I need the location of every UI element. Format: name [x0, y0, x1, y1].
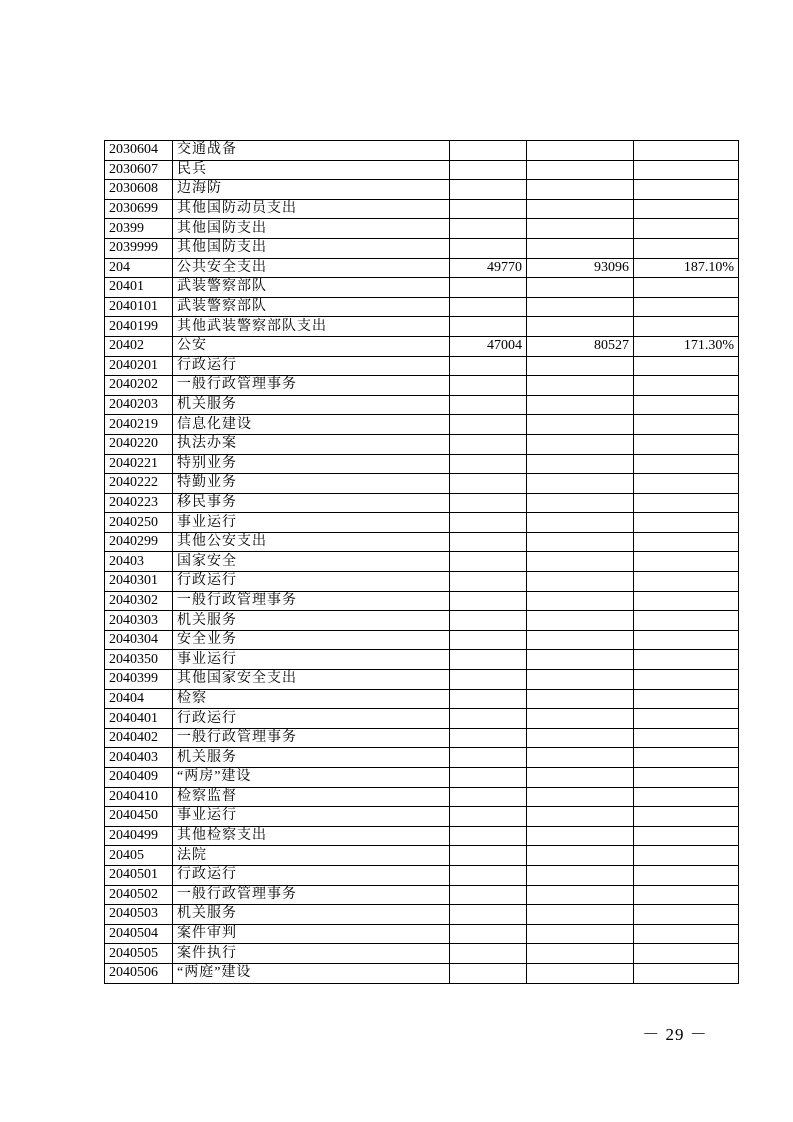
value-cell-1: [450, 630, 527, 650]
value-cell-3: [634, 924, 739, 944]
value-cell-3: [634, 885, 739, 905]
table-row: [105, 356, 739, 376]
table-row: [105, 493, 739, 513]
value-cell-1: [450, 944, 527, 964]
value-cell-2: [527, 356, 634, 376]
name-cell: 事业运行: [173, 807, 450, 827]
code-cell: 2040502: [105, 885, 173, 905]
value-cell-2: [527, 807, 634, 827]
value-cell-3: [634, 180, 739, 200]
code-cell: 204: [105, 258, 173, 278]
code-cell: 2039999: [105, 238, 173, 258]
name-cell: 其他公安支出: [173, 532, 450, 552]
table-row: [105, 728, 739, 748]
value-cell-2: [527, 454, 634, 474]
value-cell-2: [527, 572, 634, 592]
value-cell-3: 171.30%: [634, 336, 739, 356]
name-cell: 交通战备: [173, 141, 450, 161]
code-cell: 20405: [105, 846, 173, 866]
table-row: [105, 376, 739, 396]
code-cell: 2040399: [105, 670, 173, 690]
value-cell-1: [450, 591, 527, 611]
name-cell: 其他检察支出: [173, 826, 450, 846]
budget-table-body: [105, 141, 739, 984]
name-cell: 公安: [173, 336, 450, 356]
value-cell-2: [527, 160, 634, 180]
code-cell: 2040101: [105, 297, 173, 317]
code-cell: 2040222: [105, 474, 173, 494]
value-cell-2: [527, 532, 634, 552]
value-cell-3: [634, 689, 739, 709]
budget-table: [104, 140, 739, 984]
value-cell-3: [634, 865, 739, 885]
value-cell-1: [450, 474, 527, 494]
table-row: [105, 395, 739, 415]
value-cell-1: [450, 278, 527, 298]
code-cell: 2030608: [105, 180, 173, 200]
value-cell-2: [527, 670, 634, 690]
table-row: [105, 768, 739, 788]
value-cell-3: [634, 905, 739, 925]
code-cell: 2040219: [105, 415, 173, 435]
name-cell: 一般行政管理事务: [173, 885, 450, 905]
name-cell: 行政运行: [173, 709, 450, 729]
code-cell: 2040220: [105, 434, 173, 454]
name-cell: 安全业务: [173, 630, 450, 650]
value-cell-2: [527, 376, 634, 396]
name-cell: 案件审判: [173, 924, 450, 944]
table-row: [105, 572, 739, 592]
value-cell-1: [450, 689, 527, 709]
code-cell: 2040410: [105, 787, 173, 807]
value-cell-1: [450, 180, 527, 200]
value-cell-2: [527, 885, 634, 905]
code-cell: 2040302: [105, 591, 173, 611]
value-cell-1: [450, 532, 527, 552]
value-cell-2: [527, 493, 634, 513]
value-cell-2: [527, 650, 634, 670]
code-cell: 2040350: [105, 650, 173, 670]
code-cell: 2040402: [105, 728, 173, 748]
value-cell-1: [450, 317, 527, 337]
value-cell-3: [634, 611, 739, 631]
value-cell-1: [450, 885, 527, 905]
value-cell-1: [450, 219, 527, 239]
value-cell-3: [634, 807, 739, 827]
value-cell-2: [527, 238, 634, 258]
name-cell: 执法办案: [173, 434, 450, 454]
code-cell: 2030604: [105, 141, 173, 161]
value-cell-2: [527, 963, 634, 983]
value-cell-1: [450, 415, 527, 435]
table-row: [105, 180, 739, 200]
value-cell-1: 49770: [450, 258, 527, 278]
value-cell-2: [527, 219, 634, 239]
table-row: [105, 826, 739, 846]
value-cell-2: [527, 905, 634, 925]
value-cell-1: [450, 572, 527, 592]
value-cell-3: [634, 356, 739, 376]
table-row: [105, 650, 739, 670]
code-cell: 2040299: [105, 532, 173, 552]
value-cell-2: [527, 415, 634, 435]
value-cell-1: [450, 963, 527, 983]
value-cell-2: [527, 434, 634, 454]
value-cell-1: [450, 846, 527, 866]
code-cell: 2040450: [105, 807, 173, 827]
value-cell-2: 80527: [527, 336, 634, 356]
name-cell: “两庭”建设: [173, 963, 450, 983]
value-cell-2: [527, 591, 634, 611]
value-cell-1: [450, 454, 527, 474]
table-row: [105, 238, 739, 258]
value-cell-1: [450, 807, 527, 827]
value-cell-2: [527, 826, 634, 846]
value-cell-2: [527, 846, 634, 866]
value-cell-3: [634, 199, 739, 219]
value-cell-1: [450, 238, 527, 258]
table-row: [105, 219, 739, 239]
name-cell: 行政运行: [173, 865, 450, 885]
code-cell: 20403: [105, 552, 173, 572]
code-cell: 2040499: [105, 826, 173, 846]
value-cell-3: 187.10%: [634, 258, 739, 278]
value-cell-2: [527, 180, 634, 200]
table-row: [105, 454, 739, 474]
value-cell-1: [450, 768, 527, 788]
value-cell-1: [450, 670, 527, 690]
name-cell: “两房”建设: [173, 768, 450, 788]
table-row: [105, 689, 739, 709]
code-cell: 2040304: [105, 630, 173, 650]
table-row: [105, 865, 739, 885]
code-cell: 20399: [105, 219, 173, 239]
name-cell: 事业运行: [173, 513, 450, 533]
name-cell: 国家安全: [173, 552, 450, 572]
value-cell-2: [527, 924, 634, 944]
code-cell: 2040401: [105, 709, 173, 729]
value-cell-2: [527, 768, 634, 788]
value-cell-2: [527, 474, 634, 494]
code-cell: 2040501: [105, 865, 173, 885]
value-cell-2: [527, 199, 634, 219]
value-cell-2: [527, 513, 634, 533]
value-cell-1: [450, 376, 527, 396]
table-row: [105, 532, 739, 552]
value-cell-3: [634, 493, 739, 513]
value-cell-3: [634, 748, 739, 768]
name-cell: 机关服务: [173, 748, 450, 768]
value-cell-3: [634, 630, 739, 650]
value-cell-3: [634, 846, 739, 866]
table-row: [105, 258, 739, 278]
name-cell: 民兵: [173, 160, 450, 180]
value-cell-1: [450, 728, 527, 748]
page-number: － 29 －: [642, 1025, 708, 1044]
table-row: [105, 297, 739, 317]
value-cell-3: [634, 395, 739, 415]
value-cell-3: [634, 650, 739, 670]
name-cell: 案件执行: [173, 944, 450, 964]
value-cell-3: [634, 376, 739, 396]
value-cell-3: [634, 963, 739, 983]
value-cell-3: [634, 415, 739, 435]
value-cell-2: [527, 278, 634, 298]
name-cell: 其他国防支出: [173, 238, 450, 258]
code-cell: 20401: [105, 278, 173, 298]
code-cell: 2040203: [105, 395, 173, 415]
code-cell: 2030607: [105, 160, 173, 180]
name-cell: 其他国家安全支出: [173, 670, 450, 690]
value-cell-3: [634, 768, 739, 788]
table-row: [105, 807, 739, 827]
table-row: [105, 963, 739, 983]
name-cell: 机关服务: [173, 395, 450, 415]
value-cell-1: [450, 552, 527, 572]
code-cell: 20402: [105, 336, 173, 356]
name-cell: 法院: [173, 846, 450, 866]
code-cell: 2030699: [105, 199, 173, 219]
value-cell-1: [450, 650, 527, 670]
value-cell-1: [450, 356, 527, 376]
table-row: [105, 748, 739, 768]
table-row: [105, 317, 739, 337]
value-cell-1: [450, 395, 527, 415]
name-cell: 一般行政管理事务: [173, 376, 450, 396]
value-cell-1: [450, 434, 527, 454]
value-cell-3: [634, 572, 739, 592]
table-row: [105, 787, 739, 807]
value-cell-2: [527, 552, 634, 572]
value-cell-2: [527, 709, 634, 729]
value-cell-3: [634, 944, 739, 964]
name-cell: 特勤业务: [173, 474, 450, 494]
value-cell-2: [527, 689, 634, 709]
value-cell-2: [527, 728, 634, 748]
table-row: [105, 434, 739, 454]
value-cell-3: [634, 474, 739, 494]
value-cell-1: [450, 826, 527, 846]
name-cell: 武装警察部队: [173, 297, 450, 317]
name-cell: 行政运行: [173, 356, 450, 376]
value-cell-1: [450, 141, 527, 161]
table-row: [105, 846, 739, 866]
value-cell-2: [527, 787, 634, 807]
value-cell-3: [634, 787, 739, 807]
code-cell: 2040503: [105, 905, 173, 925]
table-row: [105, 670, 739, 690]
table-row: [105, 591, 739, 611]
value-cell-2: [527, 317, 634, 337]
value-cell-3: [634, 434, 739, 454]
code-cell: 2040303: [105, 611, 173, 631]
code-cell: 2040250: [105, 513, 173, 533]
value-cell-3: [634, 297, 739, 317]
value-cell-1: [450, 611, 527, 631]
value-cell-1: [450, 787, 527, 807]
table-row: [105, 513, 739, 533]
value-cell-2: [527, 865, 634, 885]
table-row: [105, 415, 739, 435]
table-row: [105, 630, 739, 650]
value-cell-3: [634, 670, 739, 690]
value-cell-1: [450, 493, 527, 513]
value-cell-1: [450, 513, 527, 533]
value-cell-3: [634, 454, 739, 474]
name-cell: 其他国防动员支出: [173, 199, 450, 219]
value-cell-3: [634, 219, 739, 239]
name-cell: 其他武装警察部队支出: [173, 317, 450, 337]
value-cell-3: [634, 238, 739, 258]
table-row: [105, 709, 739, 729]
value-cell-1: [450, 297, 527, 317]
name-cell: 边海防: [173, 180, 450, 200]
name-cell: 检察: [173, 689, 450, 709]
name-cell: 一般行政管理事务: [173, 728, 450, 748]
name-cell: 移民事务: [173, 493, 450, 513]
table-row: [105, 905, 739, 925]
name-cell: 检察监督: [173, 787, 450, 807]
name-cell: 行政运行: [173, 572, 450, 592]
value-cell-2: [527, 395, 634, 415]
value-cell-3: [634, 513, 739, 533]
table-row: [105, 944, 739, 964]
table-row: [105, 885, 739, 905]
value-cell-1: [450, 160, 527, 180]
name-cell: 公共安全支出: [173, 258, 450, 278]
value-cell-3: [634, 278, 739, 298]
name-cell: 武装警察部队: [173, 278, 450, 298]
value-cell-1: [450, 865, 527, 885]
name-cell: 其他国防支出: [173, 219, 450, 239]
value-cell-2: 93096: [527, 258, 634, 278]
value-cell-1: [450, 709, 527, 729]
table-row: [105, 474, 739, 494]
name-cell: 机关服务: [173, 905, 450, 925]
name-cell: 事业运行: [173, 650, 450, 670]
code-cell: 2040504: [105, 924, 173, 944]
value-cell-1: [450, 924, 527, 944]
name-cell: 信息化建设: [173, 415, 450, 435]
value-cell-3: [634, 160, 739, 180]
value-cell-3: [634, 709, 739, 729]
table-row: [105, 141, 739, 161]
value-cell-1: [450, 199, 527, 219]
value-cell-3: [634, 826, 739, 846]
value-cell-3: [634, 552, 739, 572]
value-cell-3: [634, 728, 739, 748]
code-cell: 2040505: [105, 944, 173, 964]
code-cell: 2040403: [105, 748, 173, 768]
value-cell-2: [527, 748, 634, 768]
value-cell-3: [634, 532, 739, 552]
code-cell: 2040223: [105, 493, 173, 513]
table-row: [105, 199, 739, 219]
name-cell: 特别业务: [173, 454, 450, 474]
table-row: [105, 552, 739, 572]
value-cell-1: [450, 905, 527, 925]
table-row: [105, 336, 739, 356]
value-cell-2: [527, 611, 634, 631]
value-cell-2: [527, 944, 634, 964]
code-cell: 2040201: [105, 356, 173, 376]
value-cell-2: [527, 297, 634, 317]
name-cell: 一般行政管理事务: [173, 591, 450, 611]
code-cell: 2040221: [105, 454, 173, 474]
value-cell-1: [450, 748, 527, 768]
table-row: [105, 611, 739, 631]
value-cell-2: [527, 141, 634, 161]
value-cell-1: 47004: [450, 336, 527, 356]
table-row: [105, 924, 739, 944]
code-cell: 2040301: [105, 572, 173, 592]
code-cell: 20404: [105, 689, 173, 709]
value-cell-3: [634, 591, 739, 611]
value-cell-2: [527, 630, 634, 650]
table-row: [105, 160, 739, 180]
code-cell: 2040202: [105, 376, 173, 396]
name-cell: 机关服务: [173, 611, 450, 631]
code-cell: 2040199: [105, 317, 173, 337]
code-cell: 2040409: [105, 768, 173, 788]
code-cell: 2040506: [105, 963, 173, 983]
table-row: [105, 278, 739, 298]
value-cell-3: [634, 317, 739, 337]
value-cell-3: [634, 141, 739, 161]
